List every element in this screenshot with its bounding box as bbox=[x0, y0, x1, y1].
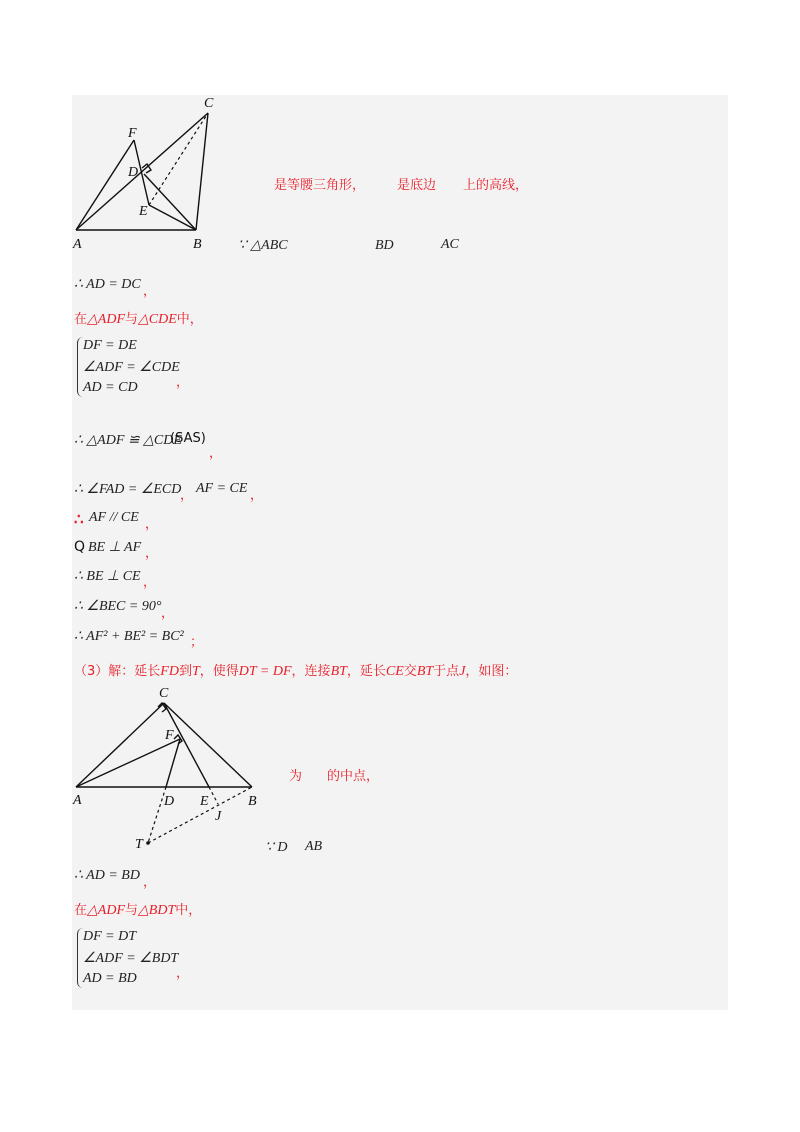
fig2-label-t: T bbox=[135, 837, 143, 852]
fig2-label-e: E bbox=[200, 794, 209, 809]
line11 bbox=[74, 660, 517, 680]
system2-eq3: AD = BD bbox=[83, 971, 137, 986]
line7-comma: ， bbox=[145, 546, 159, 561]
line2-comma: ， bbox=[143, 284, 157, 299]
line1-red-text-1: 是等腰三角形， bbox=[274, 178, 366, 193]
line14-zai: 在 bbox=[74, 903, 88, 918]
line12-math-ab: AB bbox=[305, 839, 323, 854]
system2-comma: ， bbox=[176, 966, 190, 981]
fig2-label-c: C bbox=[159, 686, 169, 701]
line5-comma2: ， bbox=[250, 488, 264, 503]
line9-comma: ， bbox=[161, 606, 175, 621]
line3-zhong: 中， bbox=[176, 312, 203, 327]
line12-red-2: 的中点， bbox=[327, 769, 380, 784]
line5-math-b: AF = CE bbox=[196, 481, 248, 496]
line1-red-text-3: 上的高线， bbox=[463, 178, 529, 193]
line1-math-abc: ∵ △ABC bbox=[238, 238, 288, 253]
line6-math: AF // CE bbox=[89, 510, 139, 525]
line3-tri-adf: △ADF bbox=[87, 312, 125, 327]
line6-therefore: ∴ bbox=[74, 510, 84, 528]
line1-red-text-2: 是底边 bbox=[397, 178, 437, 193]
line3-tri-cde: △CDE bbox=[138, 312, 177, 327]
fig1-label-a: A bbox=[73, 237, 82, 252]
line11-part3: ，使得 bbox=[199, 664, 239, 679]
line2-math: ∴ AD = DC bbox=[74, 277, 141, 292]
line8-comma: ， bbox=[143, 575, 157, 590]
line11-part1: （3）解：延长 bbox=[74, 664, 161, 679]
system2-eq2: ∠ADF = ∠BDT bbox=[83, 951, 179, 966]
line8-math: ∴ BE ⊥ CE bbox=[74, 569, 141, 584]
line5-comma1: ， bbox=[180, 488, 194, 503]
line12-math-d: ∵ D bbox=[265, 840, 288, 855]
fig2-label-f: F bbox=[165, 728, 174, 743]
line4-sas: (SAS) bbox=[170, 431, 206, 446]
line14 bbox=[74, 899, 201, 919]
line13-math: ∴ AD = BD bbox=[74, 868, 140, 883]
fig1-label-b: B bbox=[193, 237, 202, 252]
line13-comma: ， bbox=[143, 875, 157, 890]
line5-math-a: ∴ ∠FAD = ∠ECD bbox=[74, 482, 182, 497]
system1-eq3: AD = CD bbox=[83, 380, 138, 395]
line11-part6: 交 bbox=[403, 664, 417, 679]
line11-bt: BT bbox=[330, 664, 347, 679]
line11-bt2: BT bbox=[416, 664, 434, 679]
line11-fd: FD bbox=[160, 664, 179, 679]
figure-1 bbox=[70, 95, 230, 255]
fig2-label-d: D bbox=[164, 794, 175, 809]
line10-math: ∴ AF² + BE² = BC² bbox=[74, 629, 184, 644]
line4-comma: ， bbox=[209, 446, 223, 461]
line7-q: Q bbox=[74, 539, 86, 555]
fig1-label-c: C bbox=[204, 96, 214, 111]
line14-yu: 与 bbox=[125, 903, 139, 918]
line11-ce: CE bbox=[385, 664, 404, 679]
figure-2 bbox=[70, 683, 270, 853]
fig2-label-b: B bbox=[248, 794, 257, 809]
fig1-label-d: D bbox=[128, 165, 139, 180]
line11-part8: ，如图： bbox=[465, 664, 518, 679]
fig2-label-j: J bbox=[215, 809, 222, 824]
fig1-label-e: E bbox=[139, 204, 148, 219]
system2-eq1: DF = DT bbox=[83, 929, 137, 944]
line14-zhong: 中， bbox=[175, 903, 202, 918]
line11-part2: 到 bbox=[178, 664, 192, 679]
line12-red-1: 为 bbox=[289, 769, 303, 784]
line3 bbox=[74, 308, 203, 328]
line1-math-ac: AC bbox=[441, 237, 459, 252]
fig2-label-a: A bbox=[73, 793, 82, 808]
system1-eq1: DF = DE bbox=[83, 338, 137, 353]
line11-part7: 于点 bbox=[433, 664, 460, 679]
line4-math: ∴ △ADF ≌ △CDE bbox=[74, 433, 182, 448]
line11-t: T bbox=[191, 664, 200, 679]
line3-zai: 在 bbox=[74, 312, 88, 327]
line11-j: J bbox=[459, 664, 466, 679]
line9-math: ∴ ∠BEC = 90° bbox=[74, 599, 162, 614]
line14-tri-bdt: △BDT bbox=[138, 903, 176, 918]
line1-math-bd: BD bbox=[375, 238, 394, 253]
line7-math: BE ⊥ AF bbox=[88, 540, 142, 555]
line6-comma: ， bbox=[145, 517, 159, 532]
fig1-label-f: F bbox=[128, 126, 137, 141]
line11-part5: ，延长 bbox=[346, 664, 386, 679]
system1-comma: ， bbox=[176, 375, 190, 390]
line10-semicolon: ； bbox=[190, 635, 204, 650]
line11-eq: DT = DF bbox=[238, 664, 292, 679]
system1-eq2: ∠ADF = ∠CDE bbox=[83, 360, 180, 375]
line14-tri-adf: △ADF bbox=[87, 903, 125, 918]
line3-yu: 与 bbox=[125, 312, 139, 327]
line11-part4: ，连接 bbox=[291, 664, 331, 679]
